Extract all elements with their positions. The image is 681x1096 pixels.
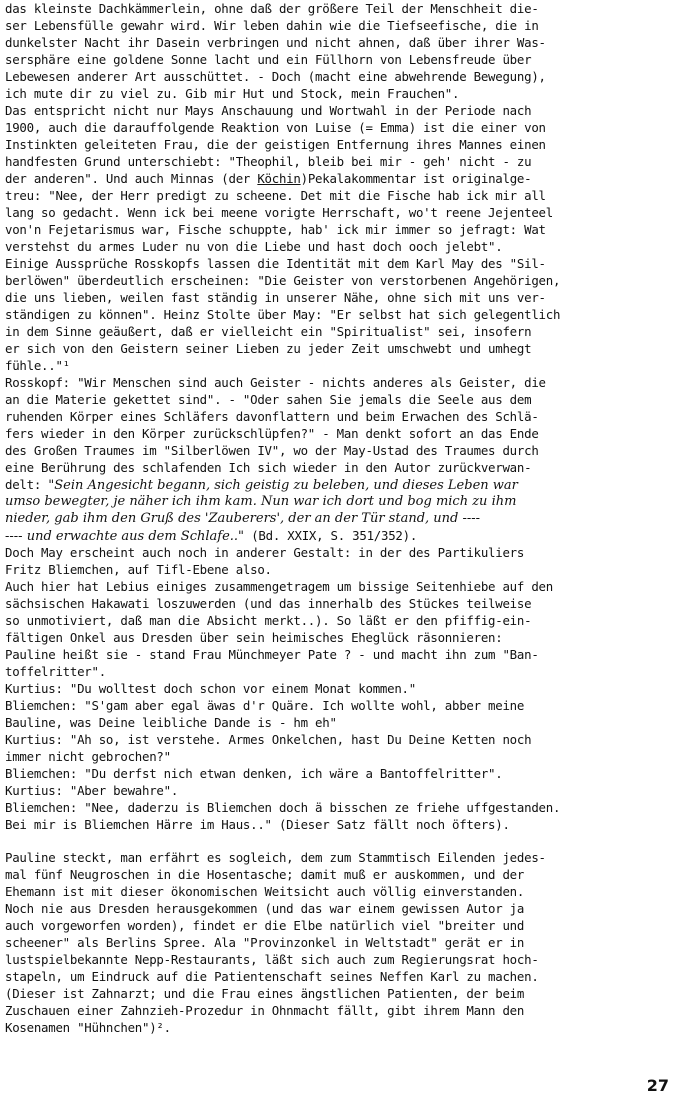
text-line: Doch May erscheint auch noch in anderer Gestalt: in der des Partikuliers (5, 545, 525, 560)
text-segment: delt: (5, 477, 49, 492)
text-line: Ehemann ist mit dieser ökonomischen Weitsicht auch völlig einverstanden. (5, 884, 525, 899)
text-line: er sich von den Geistern seiner Lieben zu jeder Zeit umschwebt und umhegt (5, 341, 532, 356)
text-line: auch vorgeworfen worden), findet er die Elbe natürlich viel "breiter und (5, 918, 525, 933)
text-segment: der anderen". Und auch Minnas (der (5, 171, 258, 186)
text-line: Bei mir is Bliemchen Härre im Haus.." (Dieser Satz fällt noch öfters). (5, 817, 510, 832)
italic-quote-line: nieder, gab ihm den Gruß des 'Zauberers', der an der Tür stand, und ---- (5, 511, 481, 526)
text-line: Auch hier hat Lebius einiges zusammengetragem um bissige Seitenhiebe auf den (5, 579, 553, 594)
text-line: immer nicht gebrochen?" (5, 749, 171, 764)
text-line: Einige Aussprüche Rosskopfs lassen die Identität mit dem Karl May des "Sil- (5, 256, 546, 271)
text-line: Kurtius: "Ah so, ist verstehe. Armes Onkelchen, hast Du Deine Ketten noch (5, 732, 532, 747)
text-line: sersphäre eine goldene Sonne lacht und ein Füllhorn von Lebensfreude über (5, 52, 532, 67)
text-line: Lebewesen anderer Art ausschüttet. - Doch (macht eine abwehrende Bewegung), (5, 69, 546, 84)
text-line: Rosskopf: "Wir Menschen sind auch Geister - nichts anderes als Geister, die (5, 375, 546, 390)
text-line: eine Berührung des schlafenden Ich sich wieder in den Autor zurückverwan- (5, 460, 532, 475)
text-line: handfesten Grund unterschiebt: "Theophil, bleib bei mir - geh' nicht - zu (5, 154, 532, 169)
text-line: Kurtius: "Du wolltest doch schon vor einem Monat kommen." (5, 681, 416, 696)
text-line: berlöwen" überdeutlich erscheinen: "Die Geister von verstorbenen Angehörigen, (5, 273, 561, 288)
text-line: so unmotiviert, daß man die Absicht merkt..). So läßt er den pfiffig-ein- (5, 613, 532, 628)
text-line: von'n Fejetarismus war, Fische schuppte, hab' ick mir immer so jefragt: Wat (5, 222, 546, 237)
text-line: des Großen Traumes im "Silberlöwen IV", wo der May-Ustad des Traumes durch (5, 443, 539, 458)
text-line: lustspielbekannte Nepp-Restaurants, läßt sich auch zum Regierungsrat hoch- (5, 952, 539, 967)
text-line: Bliemchen: "Nee, daderzu is Bliemchen doch ä bisschen ze friehe uffgestanden. (5, 800, 561, 815)
text-line: Zuschauen einer Zahnzieh-Prozedur in Ohnmacht fällt, gibt ihrem Mann den (5, 1003, 525, 1018)
text-line: sächsischen Hakawati loszuwerden (und das innerhalb des Stückes teilweise (5, 596, 532, 611)
text-line: in dem Sinne geäußert, daß er vielleicht ein "Spiritualist" sei, insofern (5, 324, 532, 339)
text-line: Fritz Bliemchen, auf Tifl-Ebene also. (5, 562, 272, 577)
italic-quote-line: umso bewegter, je näher ich ihm kam. Nun war ich dort und bog mich zu ihm (5, 494, 517, 509)
text-line: scheener" als Berlins Spree. Ala "Provinzonkel in Weltstadt" gerät er in (5, 935, 525, 950)
text-line: ruhenden Körper eines Schläfers davonflattern und beim Erwachen des Schlä- (5, 409, 539, 424)
text-line: 1900, auch die darauffolgende Reaktion von Luise (= Emma) ist die einer von (5, 120, 546, 135)
text-line: fühle.."¹ (5, 358, 70, 373)
text-line: (Dieser ist Zahnarzt; und die Frau eines ängstlichen Patienten, der beim (5, 986, 525, 1001)
text-segment: (Bd. XXIX, S. 351/352). (244, 528, 418, 543)
text-line: lang so gedacht. Wenn ick bei meene vorigte Herrschaft, wo't reene Jejenteel (5, 205, 553, 220)
text-line (5, 476, 518, 493)
text-line: Bliemchen: "S'gam aber egal äwas d'r Quäre. Ich wollte wohl, abber meine (5, 698, 525, 713)
text-line: stapeln, um Eindruck auf die Patientenschaft seines Neffen Karl zu machen. (5, 969, 539, 984)
text-segment: )Pekalakommentar ist originalge- (300, 171, 532, 186)
text-line: fältigen Onkel aus Dresden über sein heimisches Eheglück räsonnieren: (5, 630, 503, 645)
text-line: mal fünf Neugroschen in die Hosentasche; damit muß er auskommen, und der (5, 867, 525, 882)
text-line: Das entspricht nicht nur Mays Anschauung und Wortwahl in der Periode nach (5, 103, 532, 118)
italic-quote: "Sein Angesicht begann, sich geistig zu beleben, und dieses Leben war (48, 478, 518, 493)
text-line (5, 527, 417, 544)
text-line: Instinkten geleiteten Frau, die der geistigen Entfernung ihres Mannes einen (5, 137, 546, 152)
text-line: ich mute dir zu viel zu. Gib mir Hut und Stock, mein Frauchen". (5, 86, 460, 101)
text-line: verstehst du armes Luder nu von die Liebe und hast doch ooch jelebt". (5, 239, 503, 254)
text-line: fers wieder in den Körper zurückschlüpfen?" - Man denkt sofort an das Ende (5, 426, 539, 441)
text-line: toffelritter". (5, 664, 106, 679)
text-line: an die Materie gekettet sind". - "Oder sahen Sie jemals die Seele aus dem (5, 392, 532, 407)
text-line: ser Lebensfülle gewahr wird. Wir leben dahin wie die Tiefseefische, die in (5, 18, 539, 33)
text-line: treu: "Nee, der Herr predigt zu scheene. Det mit die Fische hab ick mir all (5, 188, 546, 203)
underlined-word: Köchin (257, 171, 301, 186)
text-line: Pauline heißt sie - stand Frau Münchmeyer Pate ? - und macht ihn zum "Ban- (5, 647, 539, 662)
text-line: das kleinste Dachkämmerlein, ohne daß der größere Teil der Menschheit die- (5, 1, 539, 16)
text-line: Pauline steckt, man erfährt es sogleich, dem zum Stammtisch Eilenden jedes- (5, 850, 546, 865)
text-line: Kurtius: "Aber bewahre". (5, 783, 179, 798)
text-line: die uns lieben, weilen fast ständig in unserer Nähe, ohne sich mit uns ver- (5, 290, 546, 305)
italic-quote: ---- und erwachte aus dem Schlafe.." (5, 529, 245, 544)
text-line: Kosenamen "Hühnchen")². (5, 1020, 171, 1035)
text-line (5, 170, 531, 187)
text-line: Bliemchen: "Du derfst nich etwan denken, ich wäre a Bantoffelritter". (5, 766, 503, 781)
text-line: Bauline, was Deine leibliche Dande is - hm eh" (5, 715, 337, 730)
text-line: Noch nie aus Dresden herausgekommen (und das war einem gewissen Autor ja (5, 901, 525, 916)
text-line: ständigen zu können". Heinz Stolte über May: "Er selbst hat sich gelegentlich (5, 307, 561, 322)
page-number: 27 (646, 1076, 669, 1095)
text-line: dunkelster Nacht ihr Dasein verbringen und nicht ahnen, daß über ihrer Was- (5, 35, 546, 50)
